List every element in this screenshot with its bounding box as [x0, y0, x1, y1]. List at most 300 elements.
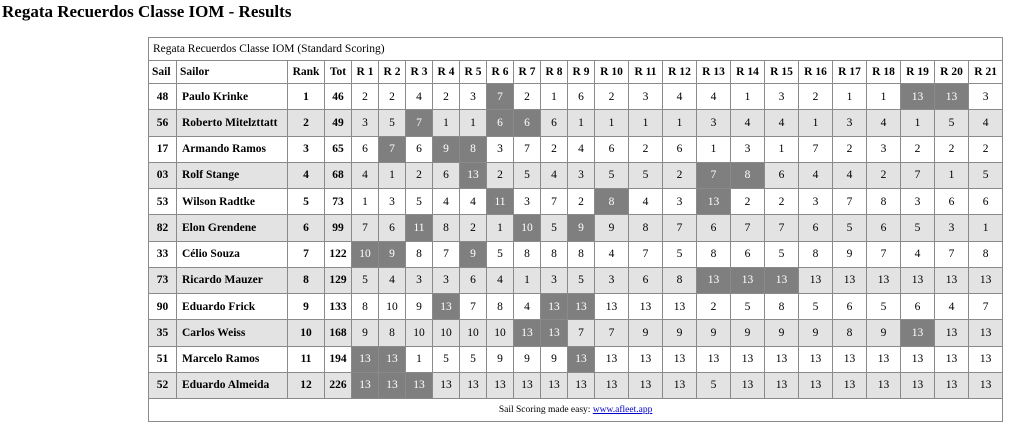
race-21-score: 3: [969, 84, 1003, 110]
race-8-score: 1: [541, 84, 568, 110]
race-16-score: 13: [799, 267, 833, 293]
race-6-score: 6: [487, 110, 514, 136]
race-12-score: 13: [663, 372, 697, 398]
race-9-score: 4: [568, 136, 595, 162]
race-1-score: 6: [352, 136, 379, 162]
race-14-score: 3: [731, 136, 765, 162]
race-15-score: 13: [765, 267, 799, 293]
page-title: Regata Recuerdos Classe IOM - Results: [2, 2, 292, 21]
race-7-score: 2: [514, 84, 541, 110]
race-21-score: 13: [969, 372, 1003, 398]
race-11-score: 1: [629, 110, 663, 136]
race-16-score: 9: [799, 320, 833, 346]
race-3-score: 8: [406, 241, 433, 267]
rank: 12: [288, 372, 325, 398]
race-17-score: 13: [833, 346, 867, 372]
race-20-score: 7: [935, 241, 969, 267]
table-row: [149, 136, 1003, 162]
total-points: 129: [325, 267, 352, 293]
race-1-score: 10: [352, 241, 379, 267]
race-21-score: 1: [969, 215, 1003, 241]
column-header-r-8: R 8: [541, 61, 568, 84]
sail-number: 51: [149, 346, 177, 372]
race-3-score: 3: [406, 267, 433, 293]
race-12-score: 9: [663, 320, 697, 346]
race-19-score: 13: [901, 346, 935, 372]
race-4-score: 7: [433, 241, 460, 267]
race-8-score: 13: [541, 294, 568, 320]
race-18-score: 13: [867, 372, 901, 398]
total-points: 226: [325, 372, 352, 398]
race-10-score: 4: [595, 241, 629, 267]
race-4-score: 9: [433, 136, 460, 162]
race-1-score: 5: [352, 267, 379, 293]
race-11-score: 13: [629, 346, 663, 372]
race-2-score: 2: [379, 84, 406, 110]
race-14-score: 7: [731, 215, 765, 241]
race-12-score: 1: [663, 110, 697, 136]
race-1-score: 1: [352, 189, 379, 215]
race-9-score: 6: [568, 84, 595, 110]
sailor-name: Eduardo Frick: [177, 294, 288, 320]
race-6-score: 4: [487, 267, 514, 293]
race-9-score: 13: [568, 294, 595, 320]
race-9-score: 13: [568, 346, 595, 372]
race-15-score: 13: [765, 372, 799, 398]
race-6-score: 11: [487, 189, 514, 215]
race-6-score: 8: [487, 294, 514, 320]
rank: 3: [288, 136, 325, 162]
race-8-score: 5: [541, 215, 568, 241]
race-6-score: 1: [487, 215, 514, 241]
race-4-score: 4: [433, 189, 460, 215]
race-7-score: 6: [514, 110, 541, 136]
rank: 5: [288, 189, 325, 215]
race-1-score: 9: [352, 320, 379, 346]
race-10-score: 3: [595, 267, 629, 293]
race-10-score: 13: [595, 346, 629, 372]
race-21-score: 6: [969, 189, 1003, 215]
race-16-score: 13: [799, 372, 833, 398]
race-17-score: 7: [833, 189, 867, 215]
race-3-score: 10: [406, 320, 433, 346]
column-header-r-14: R 14: [731, 61, 765, 84]
race-6-score: 3: [487, 136, 514, 162]
race-4-score: 1: [433, 110, 460, 136]
race-18-score: 3: [867, 136, 901, 162]
total-points: 122: [325, 241, 352, 267]
column-header-r-5: R 5: [460, 61, 487, 84]
race-8-score: 2: [541, 136, 568, 162]
table-row: [149, 346, 1003, 372]
total-points: 133: [325, 294, 352, 320]
race-14-score: 13: [731, 346, 765, 372]
total-points: 73: [325, 189, 352, 215]
race-8-score: 8: [541, 241, 568, 267]
race-20-score: 13: [935, 346, 969, 372]
race-4-score: 3: [433, 267, 460, 293]
sail-number: 48: [149, 84, 177, 110]
race-13-score: 13: [697, 189, 731, 215]
sailor-name: Célio Souza: [177, 241, 288, 267]
sailor-name: Eduardo Almeida: [177, 372, 288, 398]
race-17-score: 4: [833, 162, 867, 188]
race-20-score: 13: [935, 372, 969, 398]
race-8-score: 7: [541, 189, 568, 215]
race-10-score: 8: [595, 189, 629, 215]
sailor-name: Wilson Radtke: [177, 189, 288, 215]
race-19-score: 6: [901, 294, 935, 320]
race-19-score: 3: [901, 189, 935, 215]
race-20-score: 4: [935, 294, 969, 320]
race-15-score: 13: [765, 346, 799, 372]
rank: 8: [288, 267, 325, 293]
total-points: 99: [325, 215, 352, 241]
table-row: [149, 320, 1003, 346]
table-row: [149, 267, 1003, 293]
race-5-score: 13: [460, 372, 487, 398]
race-11-score: 13: [629, 294, 663, 320]
race-3-score: 4: [406, 84, 433, 110]
race-3-score: 2: [406, 162, 433, 188]
race-2-score: 3: [379, 189, 406, 215]
column-header-r-9: R 9: [568, 61, 595, 84]
race-11-score: 2: [629, 136, 663, 162]
race-7-score: 8: [514, 241, 541, 267]
race-12-score: 7: [663, 215, 697, 241]
race-18-score: 13: [867, 346, 901, 372]
race-2-score: 4: [379, 267, 406, 293]
race-17-score: 1: [833, 84, 867, 110]
column-header-r-13: R 13: [697, 61, 731, 84]
sail-number: 90: [149, 294, 177, 320]
rank: 11: [288, 346, 325, 372]
race-12-score: 4: [663, 84, 697, 110]
race-15-score: 1: [765, 136, 799, 162]
race-15-score: 7: [765, 215, 799, 241]
race-20-score: 13: [935, 320, 969, 346]
race-5-score: 9: [460, 241, 487, 267]
race-2-score: 1: [379, 162, 406, 188]
rank: 9: [288, 294, 325, 320]
race-5-score: 7: [460, 294, 487, 320]
column-header-r-11: R 11: [629, 61, 663, 84]
race-3-score: 6: [406, 136, 433, 162]
race-11-score: 8: [629, 215, 663, 241]
race-7-score: 7: [514, 136, 541, 162]
race-14-score: 9: [731, 320, 765, 346]
race-17-score: 6: [833, 294, 867, 320]
race-20-score: 1: [935, 162, 969, 188]
sail-number: 52: [149, 372, 177, 398]
race-4-score: 2: [433, 84, 460, 110]
footer-text: Sail Scoring made easy:: [498, 405, 593, 415]
race-19-score: 1: [901, 110, 935, 136]
race-2-score: 7: [379, 136, 406, 162]
race-13-score: 5: [697, 372, 731, 398]
race-16-score: 4: [799, 162, 833, 188]
sail-number: 53: [149, 189, 177, 215]
race-18-score: 2: [867, 162, 901, 188]
race-6-score: 2: [487, 162, 514, 188]
sailor-name: Paulo Krinke: [177, 84, 288, 110]
total-points: 194: [325, 346, 352, 372]
total-points: 168: [325, 320, 352, 346]
race-1-score: 13: [352, 346, 379, 372]
race-10-score: 6: [595, 136, 629, 162]
race-14-score: 6: [731, 241, 765, 267]
race-8-score: 4: [541, 162, 568, 188]
race-7-score: 1: [514, 267, 541, 293]
race-11-score: 7: [629, 241, 663, 267]
sail-number: 03: [149, 162, 177, 188]
race-5-score: 6: [460, 267, 487, 293]
race-4-score: 13: [433, 294, 460, 320]
race-3-score: 5: [406, 189, 433, 215]
race-21-score: 2: [969, 136, 1003, 162]
race-15-score: 4: [765, 110, 799, 136]
race-9-score: 9: [568, 215, 595, 241]
race-8-score: 9: [541, 346, 568, 372]
race-13-score: 7: [697, 162, 731, 188]
race-18-score: 4: [867, 110, 901, 136]
race-9-score: 5: [568, 267, 595, 293]
race-16-score: 6: [799, 215, 833, 241]
rank: 2: [288, 110, 325, 136]
race-18-score: 5: [867, 294, 901, 320]
race-13-score: 9: [697, 320, 731, 346]
race-2-score: 9: [379, 241, 406, 267]
race-16-score: 3: [799, 189, 833, 215]
column-header-r-16: R 16: [799, 61, 833, 84]
race-9-score: 13: [568, 372, 595, 398]
race-17-score: 5: [833, 215, 867, 241]
race-2-score: 10: [379, 294, 406, 320]
table-row: [149, 84, 1003, 110]
race-5-score: 10: [460, 320, 487, 346]
race-7-score: 10: [514, 215, 541, 241]
race-12-score: 13: [663, 346, 697, 372]
race-15-score: 2: [765, 189, 799, 215]
table-row: [149, 294, 1003, 320]
column-header-r-4: R 4: [433, 61, 460, 84]
column-header-r-10: R 10: [595, 61, 629, 84]
race-18-score: 8: [867, 189, 901, 215]
table-row: [149, 162, 1003, 188]
race-7-score: 4: [514, 294, 541, 320]
column-header-tot: Tot: [325, 61, 352, 84]
race-10-score: 7: [595, 320, 629, 346]
race-17-score: 8: [833, 320, 867, 346]
race-18-score: 7: [867, 241, 901, 267]
race-21-score: 13: [969, 320, 1003, 346]
race-16-score: 2: [799, 84, 833, 110]
race-10-score: 5: [595, 162, 629, 188]
column-header-r-3: R 3: [406, 61, 433, 84]
race-7-score: 13: [514, 372, 541, 398]
race-16-score: 5: [799, 294, 833, 320]
race-19-score: 2: [901, 136, 935, 162]
race-12-score: 3: [663, 189, 697, 215]
race-5-score: 5: [460, 346, 487, 372]
race-21-score: 13: [969, 346, 1003, 372]
race-8-score: 3: [541, 267, 568, 293]
sailor-name: Elon Grendene: [177, 215, 288, 241]
race-1-score: 7: [352, 215, 379, 241]
race-3-score: 1: [406, 346, 433, 372]
sailor-name: Roberto Mitelzttatt: [177, 110, 288, 136]
race-5-score: 8: [460, 136, 487, 162]
race-18-score: 6: [867, 215, 901, 241]
race-9-score: 2: [568, 189, 595, 215]
column-header-r-15: R 15: [765, 61, 799, 84]
sail-number: 17: [149, 136, 177, 162]
total-points: 65: [325, 136, 352, 162]
column-header-r-1: R 1: [352, 61, 379, 84]
race-4-score: 13: [433, 372, 460, 398]
race-12-score: 5: [663, 241, 697, 267]
race-13-score: 2: [697, 294, 731, 320]
race-2-score: 5: [379, 110, 406, 136]
race-14-score: 13: [731, 267, 765, 293]
race-16-score: 1: [799, 110, 833, 136]
race-16-score: 7: [799, 136, 833, 162]
race-16-score: 13: [799, 346, 833, 372]
race-14-score: 5: [731, 294, 765, 320]
race-10-score: 1: [595, 110, 629, 136]
rank: 4: [288, 162, 325, 188]
race-14-score: 1: [731, 84, 765, 110]
race-2-score: 13: [379, 372, 406, 398]
race-1-score: 4: [352, 162, 379, 188]
race-3-score: 13: [406, 372, 433, 398]
results-body: [149, 84, 1003, 399]
sailor-name: Rolf Stange: [177, 162, 288, 188]
race-14-score: 4: [731, 110, 765, 136]
race-10-score: 13: [595, 372, 629, 398]
race-5-score: 13: [460, 162, 487, 188]
race-21-score: 13: [969, 267, 1003, 293]
footer: [149, 399, 1003, 422]
race-5-score: 3: [460, 84, 487, 110]
race-6-score: 7: [487, 84, 514, 110]
race-11-score: 9: [629, 320, 663, 346]
race-15-score: 5: [765, 241, 799, 267]
race-19-score: 13: [901, 267, 935, 293]
race-6-score: 5: [487, 241, 514, 267]
race-8-score: 13: [541, 320, 568, 346]
table-row: [149, 215, 1003, 241]
race-11-score: 13: [629, 372, 663, 398]
sailor-name: Carlos Weiss: [177, 320, 288, 346]
race-7-score: 5: [514, 162, 541, 188]
race-2-score: 13: [379, 346, 406, 372]
total-points: 49: [325, 110, 352, 136]
total-points: 68: [325, 162, 352, 188]
race-21-score: 7: [969, 294, 1003, 320]
race-7-score: 13: [514, 320, 541, 346]
race-19-score: 13: [901, 372, 935, 398]
afleet-link[interactable]: www.afleet.app: [592, 405, 653, 415]
race-17-score: 13: [833, 267, 867, 293]
race-13-score: 1: [697, 136, 731, 162]
race-11-score: 5: [629, 162, 663, 188]
race-18-score: 13: [867, 267, 901, 293]
column-header-row: [149, 61, 1003, 84]
sail-number: 82: [149, 215, 177, 241]
race-6-score: 9: [487, 346, 514, 372]
sail-number: 33: [149, 241, 177, 267]
race-20-score: 2: [935, 136, 969, 162]
race-19-score: 13: [901, 320, 935, 346]
race-10-score: 2: [595, 84, 629, 110]
race-6-score: 10: [487, 320, 514, 346]
race-20-score: 3: [935, 215, 969, 241]
race-15-score: 3: [765, 84, 799, 110]
race-2-score: 8: [379, 320, 406, 346]
column-header-r-18: R 18: [867, 61, 901, 84]
race-17-score: 13: [833, 372, 867, 398]
column-header-r-17: R 17: [833, 61, 867, 84]
race-14-score: 8: [731, 162, 765, 188]
race-14-score: 2: [731, 189, 765, 215]
race-13-score: 4: [697, 84, 731, 110]
column-header-r-2: R 2: [379, 61, 406, 84]
race-21-score: 8: [969, 241, 1003, 267]
race-4-score: 5: [433, 346, 460, 372]
results-table: [148, 37, 1003, 422]
race-1-score: 8: [352, 294, 379, 320]
race-15-score: 9: [765, 320, 799, 346]
table-caption: Regata Recuerdos Classe IOM (Standard Scoring): [149, 38, 1003, 61]
race-16-score: 8: [799, 241, 833, 267]
race-12-score: 8: [663, 267, 697, 293]
race-18-score: 9: [867, 320, 901, 346]
race-5-score: 2: [460, 215, 487, 241]
race-13-score: 13: [697, 346, 731, 372]
column-header-rank: Rank: [288, 61, 325, 84]
column-header-r-7: R 7: [514, 61, 541, 84]
race-20-score: 13: [935, 267, 969, 293]
race-4-score: 6: [433, 162, 460, 188]
race-19-score: 5: [901, 215, 935, 241]
column-header-r-20: R 20: [935, 61, 969, 84]
race-14-score: 13: [731, 372, 765, 398]
column-header-sail: Sail: [149, 61, 177, 84]
sail-number: 73: [149, 267, 177, 293]
race-20-score: 13: [935, 84, 969, 110]
race-12-score: 6: [663, 136, 697, 162]
race-9-score: 8: [568, 241, 595, 267]
rank: 1: [288, 84, 325, 110]
race-3-score: 9: [406, 294, 433, 320]
column-header-r-21: R 21: [969, 61, 1003, 84]
race-12-score: 13: [663, 294, 697, 320]
column-header-r-12: R 12: [663, 61, 697, 84]
race-13-score: 8: [697, 241, 731, 267]
race-10-score: 13: [595, 294, 629, 320]
race-20-score: 5: [935, 110, 969, 136]
race-13-score: 13: [697, 267, 731, 293]
rank: 6: [288, 215, 325, 241]
sail-number: 35: [149, 320, 177, 346]
table-row: [149, 189, 1003, 215]
race-1-score: 3: [352, 110, 379, 136]
column-header-sailor: Sailor: [177, 61, 288, 84]
race-19-score: 13: [901, 84, 935, 110]
column-header-r-6: R 6: [487, 61, 514, 84]
race-13-score: 6: [697, 215, 731, 241]
